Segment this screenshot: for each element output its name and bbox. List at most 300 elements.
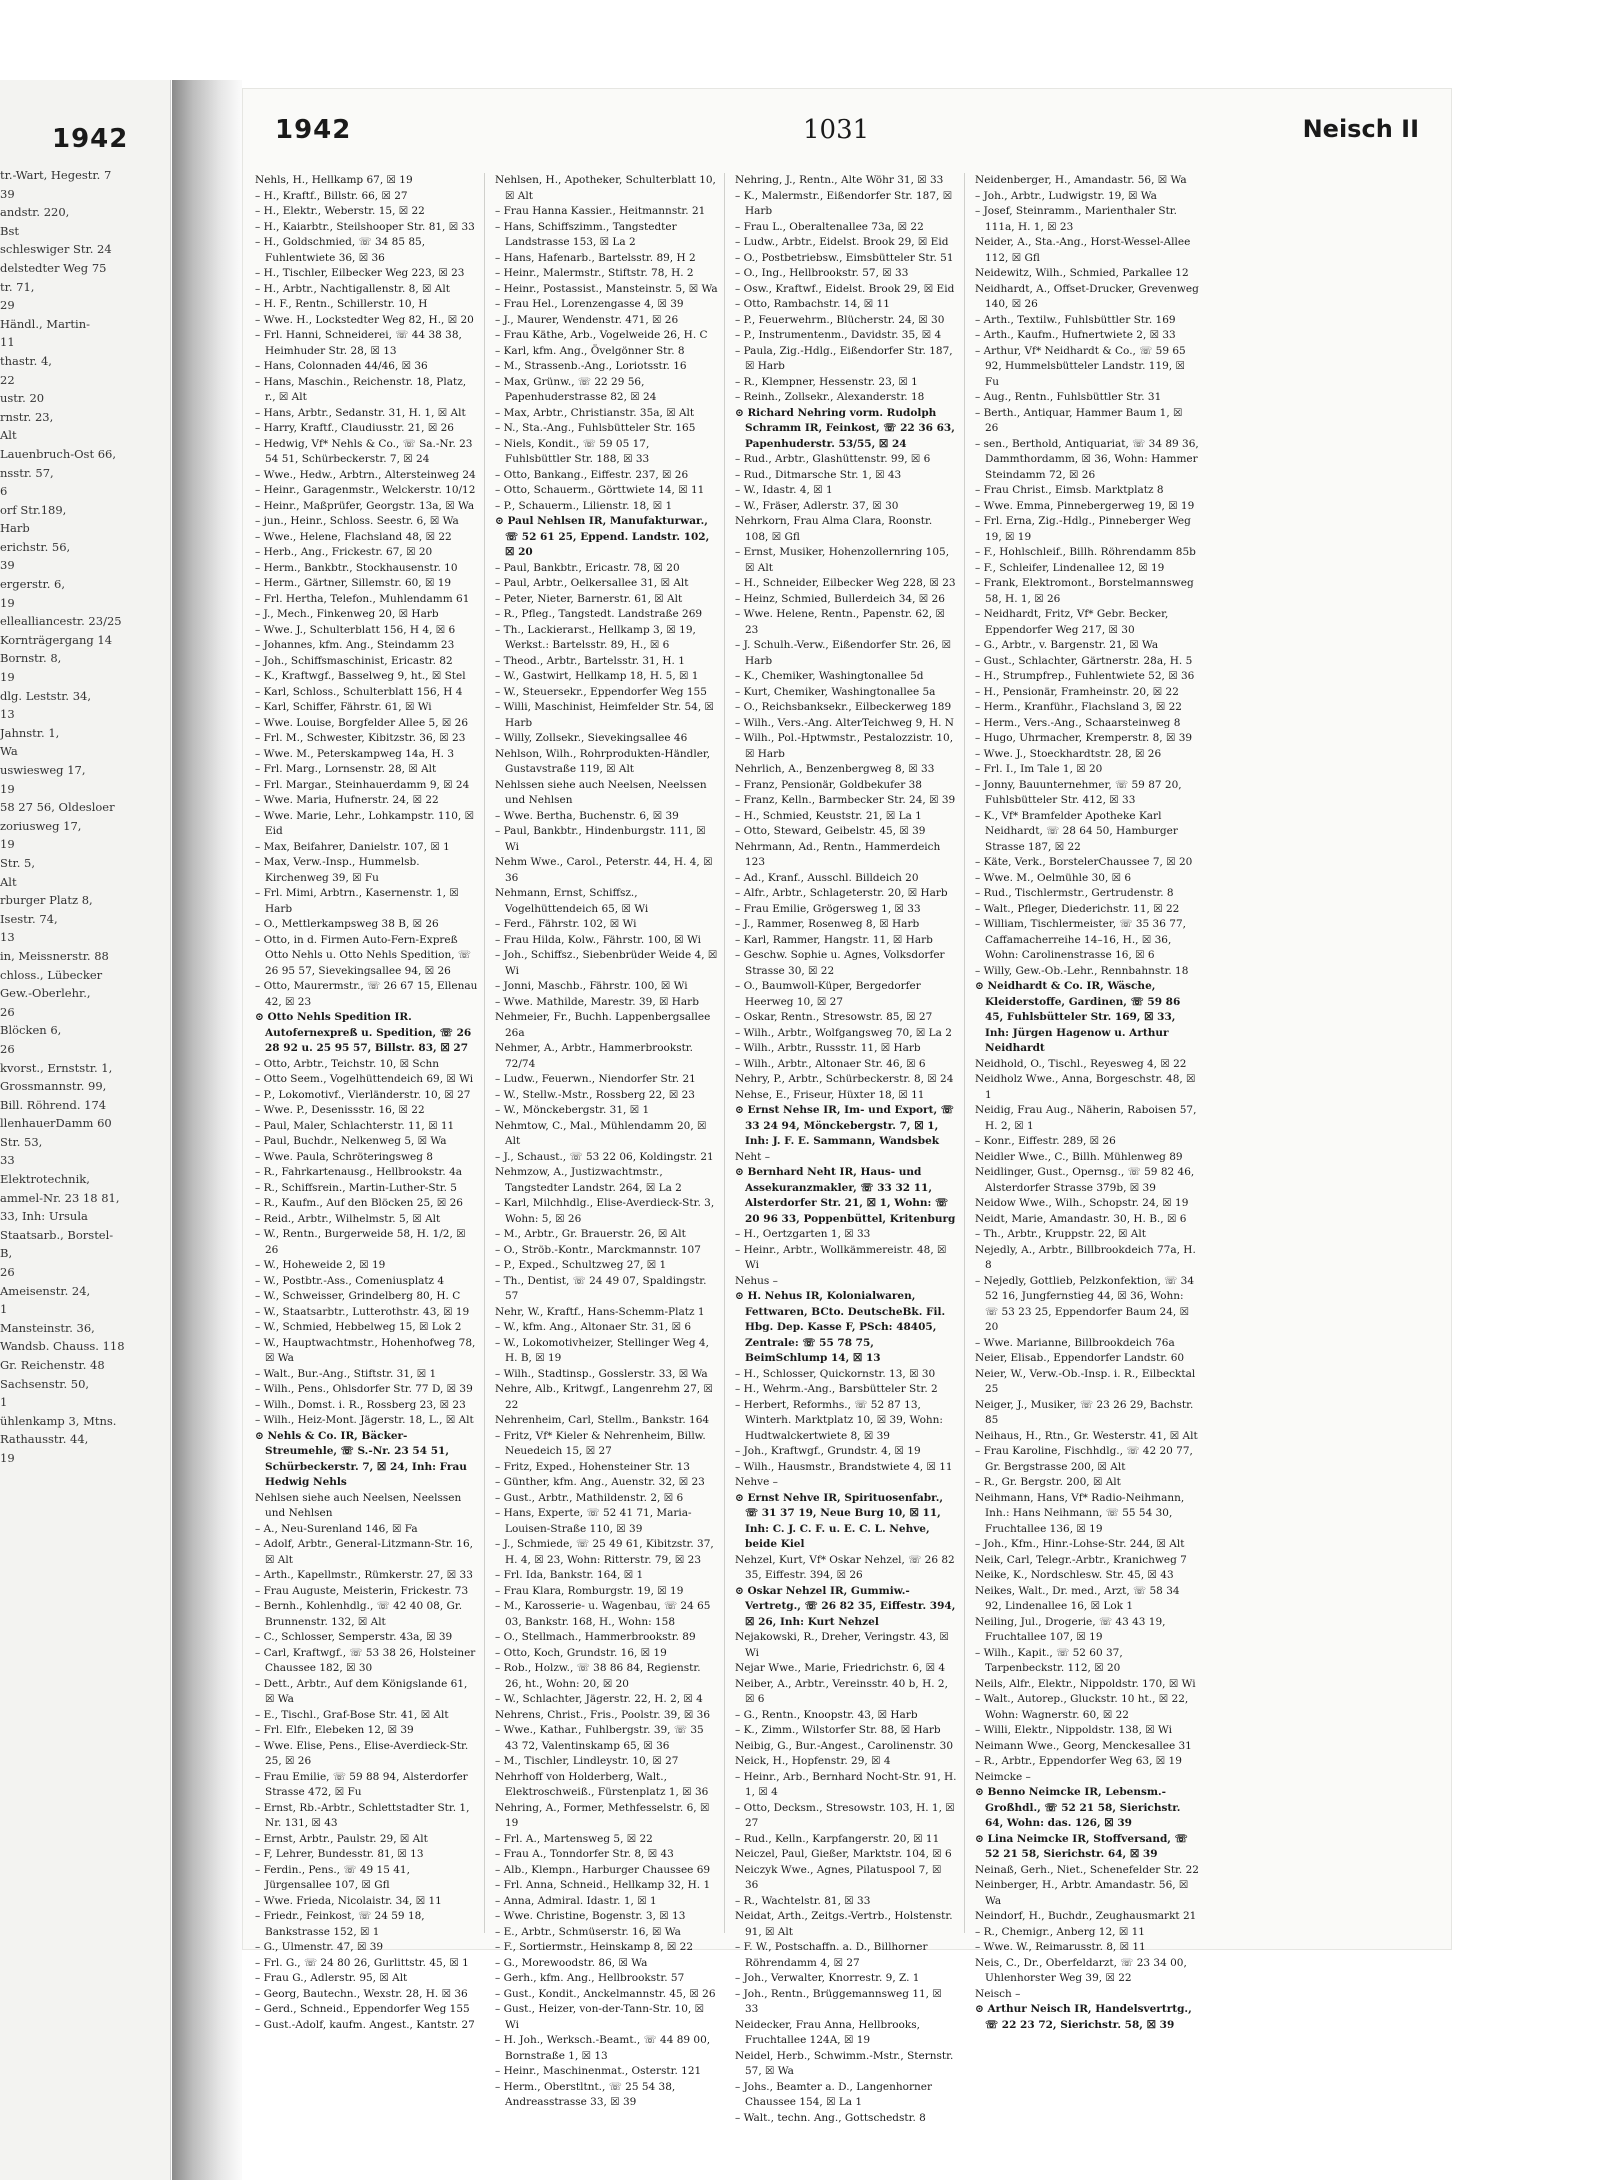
directory-entry: – Frl. Erna, Zig.-Hdlg., Pinneberger Weg 19, ☒ 19 (975, 515, 1191, 543)
directory-entry: – Ernst, Musiker, Hohenzollernring 105, ☒ Alt (735, 546, 950, 574)
directory-entry: – O., Postbetriebsw., Eimsbütteler Str. 51 (735, 251, 954, 264)
facing-page-fragments (0, 166, 168, 1468)
directory-entry: – Jonni, Maschb., Fährstr. 100, ☒ Wi (495, 980, 688, 992)
directory-entry: – Otto, Decksm., Stresowstr. 103, H. 1, ☒ 27 (735, 1801, 955, 1829)
facing-page-fragment: Wa (0, 744, 18, 759)
directory-entry: – William, Tischlermeister, ☏ 35 36 77, Caffamacherreihe 14–16, H., ☒ 36, Wohn: Carolinenstrasse 16, ☒ 6 (975, 918, 1186, 961)
directory-entry: – Wwe. Paula, Schröteringsweg 8 (255, 1150, 433, 1163)
directory-entry: – Frau L., Oberaltenallee 73a, ☒ 22 (735, 220, 924, 233)
directory-entry: ⊙ Richard Nehring vorm. Rudolph Schramm IR, Feinkost, ☏ 22 36 63, Papenhuderstr. 53/55, ☒ 24 (735, 406, 955, 450)
directory-entry: – Ernst, Arbtr., Paulstr. 29, ☒ Alt (255, 1832, 428, 1845)
directory-entry: – F, Lehrer, Bundesstr. 81, ☒ 13 (255, 1848, 424, 1860)
directory-entry: – Wwe. Frieda, Nicolaistr. 34, ☒ 11 (255, 1894, 442, 1907)
directory-entry: – Frl. A., Martensweg 5, ☒ 22 (495, 1832, 653, 1845)
directory-entry: Neikes, Walt., Dr. med., Arzt, ☏ 58 34 92, Lindenallee 16, ☒ Lok 1 (975, 1584, 1180, 1612)
directory-entry: – A., Neu-Surenland 146, ☒ Fa (255, 1522, 418, 1535)
directory-entry: Nehrkorn, Frau Alma Clara, Roonstr. 108, ☒ Gfl (735, 515, 933, 543)
directory-entry: – Friedr., Feinkost, ☏ 24 59 18, Bankstrasse 152, ☒ 1 (255, 1910, 425, 1938)
directory-entry: – W., Idastr. 4, ☒ 1 (735, 484, 833, 496)
directory-entry: – Frau A., Tonndorfer Str. 8, ☒ 43 (495, 1848, 674, 1860)
directory-entry: – Günther, kfm. Ang., Auenstr. 32, ☒ 23 (495, 1476, 705, 1488)
directory-entry: – Frl. Anna, Schneid., Hellkamp 32, H. 1 (495, 1879, 711, 1891)
facing-page-fragment: Händl., Martin- (0, 316, 91, 331)
directory-entry: – H., Arbtr., Nachtigallenstr. 8, ☒ Alt (255, 282, 450, 295)
directory-entry: – Max, Verw.-Insp., Hummelsb. Kirchenweg 39, ☒ Fu (255, 856, 420, 884)
facing-page-fragment: 39 (0, 558, 15, 573)
column-2 (495, 173, 725, 2108)
directory-entry: – F. W., Postschaffn. a. D., Billhorner Röhrendamm 4, ☒ 27 (735, 1941, 928, 1969)
directory-entry: – Heinr., Garagenmstr., Welckerstr. 10/12 (255, 484, 476, 496)
directory-entry: – Otto, Schauerm., Görttwiete 14, ☒ 11 (495, 484, 705, 496)
directory-entry: Nejakowski, R., Dreher, Veringstr. 43, ☒ Wi (735, 1631, 949, 1659)
directory-entry: Neidhold, O., Tischl., Reyesweg 4, ☒ 22 (975, 1057, 1187, 1070)
directory-entry: – Frl. Marg., Lornsenstr. 28, ☒ Alt (255, 763, 437, 775)
directory-entry: – H., Strumpfrep., Fuhlentwiete 52, ☒ 36 (975, 670, 1195, 682)
directory-entry: – Hans, Arbtr., Sedanstr. 31, H. 1, ☒ Alt (255, 406, 466, 419)
directory-entry: – Arth., Kaufm., Hufnertwiete 2, ☒ 33 (975, 329, 1176, 341)
directory-entry: – Otto, in d. Firmen Auto-Fern-Expreß Otto Nehls u. Otto Nehls Spedition, ☏ 26 95 57, Sievekingsallee 94, ☒ 26 (255, 933, 472, 977)
column-1 (255, 173, 485, 2031)
facing-page-fragment: Alt (0, 428, 17, 443)
directory-entry: Neiczel, Paul, Gießer, Marktstr. 104, ☒ 6 (735, 1848, 952, 1860)
directory-entry: – Wwe., Helene, Flachsland 48, ☒ 22 (255, 530, 452, 543)
facing-page-fragment: 33, Inh: Ursula (0, 1209, 88, 1224)
facing-page-fragment: Wandsb. Chauss. 118 (0, 1339, 125, 1354)
facing-page-fragment: Ameisenstr. 24, (0, 1283, 91, 1298)
directory-entry: – Gerh., kfm. Ang., Hellbrookstr. 57 (495, 1972, 685, 1984)
directory-entry: Neiczyk Wwe., Agnes, Pilatuspool 7, ☒ 36 (735, 1863, 942, 1891)
directory-entry: – Rud., Ditmarsche Str. 1, ☒ 43 (735, 468, 902, 481)
directory-entry: – Gust., Heizer, von-der-Tann-Str. 10, ☒ Wi (495, 2003, 704, 2031)
directory-entry: – R., Gr. Bergstr. 200, ☒ Alt (975, 1476, 1121, 1488)
directory-entry: – Osw., Kraftwf., Eidelst. Brook 29, ☒ Eid (735, 282, 955, 295)
directory-entry: Neiber, A., Arbtr., Vereinsstr. 40 b, H. 2, ☒ 6 (735, 1677, 948, 1705)
directory-entry: – W., Lokomotivheizer, Stellinger Weg 4, H. B, ☒ 19 (495, 1336, 709, 1364)
directory-entry: – Wwe., Kathar., Fuhlbergstr. 39, ☏ 35 43 72, Valentinskamp 65, ☒ 36 (495, 1724, 704, 1752)
directory-entry: – Frl. G., ☏ 24 80 26, Gurlittstr. 45, ☒ 1 (255, 1956, 469, 1969)
directory-entry: – Dett., Arbtr., Auf dem Königslande 61, ☒ Wa (255, 1677, 468, 1705)
directory-entry: – Max, Grünw., ☏ 22 29 56, Papenhuderstrasse 82, ☒ 24 (495, 375, 657, 403)
facing-page-fragment: 33 (0, 1153, 15, 1168)
directory-entry: – R., Kaufm., Auf den Blöcken 25, ☒ 26 (255, 1197, 463, 1209)
directory-entry: – Heinr., Maßprüfer, Georgstr. 13a, ☒ Wa (255, 499, 475, 512)
directory-entry: Nehus – (735, 1274, 778, 1287)
facing-page-fragment: thastr. 4, (0, 353, 52, 368)
directory-entry: – M., Karosserie- u. Wagenbau, ☏ 24 65 03, Bankstr. 168, H., Wohn: 158 (495, 1600, 711, 1628)
directory-entry: Nehmann, Ernst, Schiffsz., Vogelhüttendeich 65, ☒ Wi (495, 887, 649, 915)
directory-entry: – Frl. Mimi, Arbtrn., Kasernenstr. 1, ☒ Harb (255, 887, 459, 915)
directory-entry: – K., Malermstr., Eißendorfer Str. 187, ☒ Harb (735, 189, 953, 217)
directory-entry: – M., Tischler, Lindleystr. 10, ☒ 27 (495, 1755, 679, 1767)
directory-entry: Nehzel, Kurt, Vf* Oskar Nehzel, ☏ 26 82 35, Eiffestr. 394, ☒ 26 (735, 1553, 955, 1581)
directory-entry: Neinaß, Gerh., Niet., Schenefelder Str. 22 (975, 1863, 1199, 1876)
directory-entry: Nehre, Alb., Kritwgf., Langenrehm 27, ☒ 22 (495, 1383, 713, 1411)
directory-entry: – Hans, Schiffszimm., Tangstedter Landstrasse 153, ☒ La 2 (495, 220, 677, 248)
facing-page-fragment: llenhauerDamm 60 (0, 1116, 112, 1131)
directory-entry: – Hans, Experte, ☏ 52 41 71, Maria-Louisen-Straße 110, ☒ 39 (495, 1507, 692, 1535)
directory-entry: – Wilh., Domst. i. R., Rossberg 23, ☒ 23 (255, 1398, 466, 1411)
directory-entry: Nehring, A., Former, Methfesselstr. 6, ☒ 19 (495, 1801, 710, 1829)
directory-entry: – E., Tischl., Graf-Bose Str. 41, ☒ Alt (255, 1708, 449, 1721)
directory-entry: – W., Postbtr.-Ass., Comeniusplatz 4 (255, 1274, 445, 1287)
facing-page-fragment: Str. 53, (0, 1134, 43, 1149)
directory-entry: – Otto, Bankang., Eiffestr. 237, ☒ 26 (495, 468, 689, 481)
directory-entry: – Heinr., Arb., Bernhard Nocht-Str. 91, H. 1, ☒ 4 (735, 1770, 957, 1798)
directory-entry: – Wwe. Marie, Lehr., Lohkampstr. 110, ☒ Eid (255, 809, 474, 837)
directory-entry: Neis, C., Dr., Oberfeldarzt, ☏ 23 34 00, Uhlenhorster Weg 39, ☒ 22 (975, 1956, 1187, 1984)
facing-page-fragment: Isestr. 74, (0, 911, 58, 926)
directory-entry: – Aug., Rentn., Fuhlsbüttler Str. 31 (975, 391, 1162, 403)
directory-entry: – Neidhardt, Fritz, Vf* Gebr. Becker, Eppendorfer Weg 217, ☒ 30 (975, 608, 1169, 636)
directory-entry: – Willi, Maschinist, Heimfelder Str. 54, ☒ Harb (495, 701, 714, 729)
directory-entry: – W., Schlachter, Jägerstr. 22, H. 2, ☒ 4 (495, 1693, 703, 1705)
book-gutter (172, 80, 242, 2180)
directory-entry: – Th., Lackierarst., Hellkamp 3, ☒ 19, Werkst.: Bartelsstr. 89, H., ☒ 6 (495, 623, 696, 651)
directory-entry: – Hans, Maschin., Reichenstr. 18, Platz, r., ☒ Alt (255, 375, 467, 403)
directory-entry: Nehlsen siehe auch Neelsen, Neelssen und Nehlsen (255, 1491, 462, 1519)
facing-page-fragment: nsstr. 57, (0, 465, 54, 480)
directory-entry: – Frau Emilie, ☏ 59 88 94, Alsterdorfer Strasse 472, ☒ Fu (255, 1770, 468, 1798)
directory-entry: – Wilh., Arbtr., Altonaer Str. 46, ☒ 6 (735, 1057, 926, 1070)
directory-entry: – K., Zimm., Wilstorfer Str. 88, ☒ Harb (735, 1724, 941, 1736)
directory-entry: Neimann Wwe., Georg, Menckesallee 31 (975, 1739, 1192, 1752)
directory-entry: – Heinr., Postassist., Mansteinstr. 5, ☒ Wa (495, 282, 718, 295)
directory-entry: – Wilh., Pol.-Hptwmstr., Pestalozzistr. 10, ☒ Harb (735, 732, 954, 760)
facing-page-fragment: Elektrotechnik, (0, 1172, 90, 1187)
directory-entry: – Gust., Schlachter, Gärtnerstr. 28a, H. 5 (975, 654, 1193, 667)
directory-entry: – Berth., Antiquar, Hammer Baum 1, ☒ 26 (975, 406, 1183, 434)
directory-entry: Neidenberger, H., Amandastr. 56, ☒ Wa (975, 174, 1187, 186)
directory-entry: Neike, K., Nordschlesw. Str. 45, ☒ 43 (975, 1569, 1174, 1581)
directory-entry: – Frau Käthe, Arb., Vogelweide 26, H. C (495, 329, 708, 341)
directory-entry: – sen., Berthold, Antiquariat, ☏ 34 89 36, Dammthordamm, ☒ 36, Wohn: Hammer Steindamm 72, ☒ 26 (975, 437, 1199, 481)
facing-page-fragment: Jahnstr. 1, (0, 725, 60, 740)
directory-entry: – Max, Arbtr., Christianstr. 35a, ☒ Alt (495, 406, 695, 419)
directory-entry: – W., Mönckebergstr. 31, ☒ 1 (495, 1104, 650, 1116)
directory-entry: – P., Feuerwehrm., Blücherstr. 24, ☒ 30 (735, 313, 945, 326)
directory-entry: – Wwe. M., Oelmühle 30, ☒ 6 (975, 871, 1132, 884)
facing-page-fragment: Gew.-Oberlehr., (0, 986, 91, 1001)
facing-page-fragment: dlg. Leststr. 34, (0, 688, 92, 703)
directory-entry: – K., Vf* Bramfelder Apotheke Karl Neidhardt, ☏ 28 64 50, Hamburger Strasse 187, ☒ 22 (975, 809, 1178, 853)
directory-entry: Neidel, Herb., Schwimm.-Mstr., Sternstr. 57, ☒ Wa (735, 2049, 954, 2077)
page-number: 1031 (803, 115, 870, 145)
facing-page-fragment: Staatsarb., Borstel- (0, 1227, 114, 1242)
directory-entry: Nehmer, A., Arbtr., Hammerbrookstr. 72/74 (495, 1042, 694, 1070)
directory-entry: – Walt., Pfleger, Diederichstr. 11, ☒ 22 (975, 902, 1180, 915)
directory-entry: – Joh., Verwalter, Knorrestr. 9, Z. 1 (735, 1972, 920, 1984)
directory-entry: – Wwe. Maria, Hufnerstr. 24, ☒ 22 (255, 794, 439, 806)
directory-entry: Nehrenheim, Carl, Stellm., Bankstr. 164 (495, 1414, 710, 1426)
facing-page-fragment: 58 27 56, Oldesloer (0, 800, 115, 815)
facing-page-fragment: kvorst., Ernststr. 1, (0, 1060, 113, 1075)
directory-entry: Neidat, Arth., Zeitgs.-Vertrb., Holstenstr. 91, ☒ Alt (735, 1910, 953, 1938)
directory-entry: – H., Goldschmied, ☏ 34 85 85, Fuhlentwiete 36, ☒ 36 (255, 236, 426, 264)
directory-entry: Neihmann, Hans, Vf* Radio-Neihmann, Inh.: Hans Neihmann, ☏ 55 54 30, Fruchtallee 136, ☒ 19 (975, 1491, 1185, 1535)
directory-entry: – G., Arbtr., v. Bargenstr. 21, ☒ Wa (975, 639, 1159, 651)
facing-page-fragment: in, Meissnerstr. 88 (0, 948, 109, 963)
facing-page-fragment: 13 (0, 707, 15, 722)
facing-page-fragment: 39 (0, 186, 15, 201)
directory-entry: – R., Schiffsrein., Martin-Luther-Str. 5 (255, 1181, 457, 1194)
facing-page-fragment: 26 (0, 1265, 15, 1280)
directory-entry: – Gust., Arbtr., Mathildenstr. 2, ☒ 6 (495, 1491, 684, 1504)
directory-entry: – Otto, Koch, Grundstr. 16, ☒ 19 (495, 1646, 667, 1659)
directory-entry: Neiger, J., Musiker, ☏ 23 26 29, Bachstr. 85 (975, 1398, 1194, 1426)
directory-entry: – H., Elektr., Weberstr. 15, ☒ 22 (255, 205, 425, 217)
facing-page-fragment: 19 (0, 595, 15, 610)
directory-entry: – Rud., Arbtr., Glashüttenstr. 99, ☒ 6 (735, 453, 931, 465)
directory-entry: – Frau Hanna Kassier., Heitmannstr. 21 (495, 205, 706, 217)
directory-entry: ⊙ Benno Neimcke IR, Lebensm.-Großhdl., ☏ 52 21 58, Sierichstr. 64, Wohn: das. 126, ☒ 39 (975, 1786, 1181, 1829)
directory-entry: – Heinz, Schmied, Bullerdeich 34, ☒ 26 (735, 592, 945, 605)
directory-entry: – Otto Seem., Vogelhüttendeich 69, ☒ Wi (255, 1073, 474, 1085)
directory-entry: – Wilh., Stadtinsp., Gosslerstr. 33, ☒ Wa (495, 1367, 708, 1380)
directory-entry: – R., Klempner, Hessenstr. 23, ☒ 1 (735, 375, 918, 388)
facing-page-fragment: 1 (0, 1302, 8, 1317)
directory-entry: – J., Rammer, Rosenweg 8, ☒ Harb (735, 918, 920, 930)
facing-page-fragment: ustr. 20 (0, 391, 45, 406)
directory-entry: Neimcke – (975, 1770, 1031, 1783)
directory-entry: – F., Sortiermstr., Heinskamp 8, ☒ 22 (495, 1941, 694, 1953)
facing-page-fragment: schleswiger Str. 24 (0, 242, 112, 257)
directory-entry: – Nejedly, Gottlieb, Pelzkonfektion, ☏ 34 52 16, Jungfernstieg 44, ☒ 36, Wohn: ☏ 53 23 25, Eppendorfer Baum 24, ☒ 20 (975, 1274, 1194, 1333)
directory-entry: – Franz, Kelln., Barmbecker Str. 24, ☒ 39 (735, 794, 956, 806)
directory-entry: – H., Wehrm.-Ang., Barsbütteler Str. 2 (735, 1383, 938, 1395)
directory-entry: – Heinr., Malermstr., Stiftstr. 78, H. 2 (495, 267, 694, 279)
directory-entry: – Frl. Elfr., Elebeken 12, ☒ 39 (255, 1724, 414, 1736)
directory-entry: – R., Chemigr., Anberg 12, ☒ 11 (975, 1925, 1145, 1938)
directory-entry: – Rob., Holzw., ☏ 38 86 84, Regienstr. 26, ht., Wohn: 20, ☒ 20 (495, 1662, 701, 1690)
directory-entry: – O., Stellmach., Hammerbrookstr. 89 (495, 1631, 696, 1643)
directory-entry: – Hedwig, Vf* Nehls & Co., ☏ Sa.-Nr. 23 54 51, Schürbeckerstr. 7, ☒ 24 (255, 437, 473, 465)
directory-entry: – Hans, Hafenarb., Bartelsstr. 89, H 2 (495, 251, 696, 264)
directory-entry: – Johannes, kfm. Ang., Steindamm 23 (255, 639, 455, 651)
directory-entry: Nehrens, Christ., Fris., Poolstr. 39, ☒ 36 (495, 1708, 711, 1721)
facing-page-fragment: 11 (0, 335, 15, 350)
facing-page-fragment: Bornstr. 8, (0, 651, 62, 666)
directory-entry: – Paula, Zig.-Hdlg., Eißendorfer Str. 187, ☒ Harb (735, 344, 953, 372)
directory-entry: – W., Steuersekr., Eppendorfer Weg 155 (495, 685, 707, 698)
directory-entry: – Gerd., Schneid., Eppendorfer Weg 155 (255, 2003, 470, 2015)
facing-page-fragment: Blöcken 6, (0, 1023, 62, 1038)
directory-entry: – O., Baumwoll-Küper, Bergedorfer Heerweg 10, ☒ 27 (735, 980, 921, 1008)
facing-page-fragment: orf Str.189, (0, 502, 67, 517)
directory-entry: – Franz, Pensionär, Goldbekufer 38 (735, 778, 922, 791)
directory-entry: – Frl. Margar., Steinhauerdamm 9, ☒ 24 (255, 778, 470, 791)
directory-entry: – Frau Karoline, Fischhdlg., ☏ 42 20 77, Gr. Bergstrasse 200, ☒ Alt (975, 1445, 1193, 1473)
facing-page-fragment: tr. 71, (0, 279, 35, 294)
facing-page-fragment: Rathausstr. 44, (0, 1432, 89, 1447)
directory-entry: – Willy, Zollsekr., Sievekingsallee 46 (495, 732, 688, 744)
directory-entry: – Reinh., Zollsekr., Alexanderstr. 18 (735, 391, 925, 403)
directory-entry: – Paul, Bankbtr., Ericastr. 78, ☒ 20 (495, 561, 680, 574)
directory-entry: Nehrlich, A., Benzenbergweg 8, ☒ 33 (735, 763, 935, 775)
directory-entry: – Otto, Steward, Geibelstr. 45, ☒ 39 (735, 825, 926, 837)
directory-entry: – Wwe. Helene, Rentn., Papenstr. 62, ☒ 23 (735, 608, 945, 636)
directory-page (242, 88, 1452, 2124)
directory-entry: Nehls, H., Hellkamp 67, ☒ 19 (255, 174, 413, 186)
directory-entry: – Herm., Oberstltnt., ☏ 25 54 38, Andreasstrasse 33, ☒ 39 (495, 2080, 676, 2108)
facing-page-year: 1942 (52, 124, 129, 154)
directory-entry: Nehmeier, Fr., Buchh. Lappenbergsallee 26a (495, 1011, 711, 1039)
directory-entry: – Alfr., Arbtr., Schlageterstr. 20, ☒ Harb (735, 887, 948, 899)
directory-entry: – Heinr., Arbtr., Wollkämmereistr. 48, ☒ Wi (735, 1243, 947, 1271)
directory-entry: – Max, Beifahrer, Danielstr. 107, ☒ 1 (255, 840, 450, 853)
directory-entry: – P., Instrumentenm., Davidstr. 35, ☒ 4 (735, 329, 942, 341)
directory-entry: Neidholz Wwe., Anna, Borgeschstr. 48, ☒ 1 (975, 1073, 1196, 1101)
facing-page-fragment: Alt (0, 874, 17, 889)
directory-entry: – Rud., Tischlermstr., Gertrudenstr. 8 (975, 887, 1174, 899)
directory-entry: – Rud., Kelln., Karpfangerstr. 20, ☒ 11 (735, 1832, 940, 1845)
directory-entry: – Gust.-Adolf, kaufm. Angest., Kantstr. 27 (255, 2018, 475, 2031)
directory-entry: Neidewitz, Wilh., Schmied, Parkallee 12 (975, 267, 1189, 279)
directory-entry: – E., Arbtr., Schmüserstr. 16, ☒ Wa (495, 1925, 681, 1938)
directory-entry: – Konr., Eiffestr. 289, ☒ 26 (975, 1135, 1116, 1147)
directory-entry: – J., Schmiede, ☏ 25 49 61, Kibitzstr. 37, H. 4, ☒ 23, Wohn: Ritterstr. 79, ☒ 23 (495, 1538, 714, 1566)
directory-entry: Neibig, G., Bur.-Angest., Carolinenstr. 30 (735, 1739, 953, 1752)
directory-entry: – Peter, Nieter, Barnerstr. 61, ☒ Alt (495, 592, 683, 605)
directory-entry: – Wwe. P., Desenissstr. 16, ☒ 22 (255, 1104, 425, 1116)
directory-entry: – Frau Christ., Eimsb. Marktplatz 8 (975, 484, 1164, 496)
directory-entry: ⊙ Bernhard Neht IR, Haus- und Assekuranzmakler, ☏ 33 32 11, Alsterdorfer Str. 21, ☒ 1, Wohn: ☏ 20 96 33, Poppenbüttel, Kritenburg (735, 1166, 956, 1225)
directory-entry: – Frau Klara, Romburgstr. 19, ☒ 19 (495, 1584, 684, 1597)
facing-page-fragment: 13 (0, 930, 15, 945)
facing-page-fragment: 1 (0, 1395, 8, 1410)
directory-entry: – Wwe. Elise, Pens., Elise-Averdieck-Str. 25, ☒ 26 (255, 1739, 469, 1767)
directory-entry: – R., Arbtr., Eppendorfer Weg 63, ☒ 19 (975, 1755, 1182, 1767)
facing-page-edge (0, 80, 171, 2180)
directory-entry: – Fritz, Vf* Kieler & Nehrenheim, Billw. Neuedeich 15, ☒ 27 (495, 1429, 706, 1457)
directory-entry: – Herb., Ang., Frickestr. 67, ☒ 20 (255, 546, 433, 558)
directory-entry: – Wwe. M., Peterskampweg 14a, H. 3 (255, 747, 455, 760)
directory-entry: – Gust., Kondit., Anckelmannstr. 45, ☒ 26 (495, 1987, 716, 2000)
facing-page-fragment: Str. 5, (0, 855, 36, 870)
directory-entry: Nehse, E., Friseur, Hüxter 18, ☒ 11 (735, 1088, 925, 1101)
directory-entry: – Alb., Klempn., Harburger Chaussee 69 (495, 1863, 711, 1876)
directory-entry: – Walt., Autorep., Gluckstr. 10 ht., ☒ 22, Wohn: Wagnerstr. 60, ☒ 22 (975, 1693, 1189, 1721)
directory-entry: – C., Schlosser, Semperstr. 43a, ☒ 39 (255, 1631, 453, 1643)
facing-page-fragment: ellealliancestr. 23/25 (0, 614, 122, 629)
directory-entry: – Ernst, Rb.-Arbtr., Schlettstadter Str. 1, Nr. 131, ☒ 43 (255, 1801, 470, 1829)
directory-entry: – Ferdin., Pens., ☏ 49 15 41, Jürgensallee 107, ☒ Gfl (255, 1863, 410, 1891)
directory-entry: – W., Gastwirt, Hellkamp 18, H. 5, ☒ 1 (495, 670, 699, 682)
directory-entry: – Joh., Arbtr., Ludwigstr. 19, ☒ Wa (975, 189, 1157, 202)
directory-entry: ⊙ Arthur Neisch IR, Handelsvertrtg., ☏ 22 23 72, Sierichstr. 58, ☒ 39 (975, 2003, 1192, 2031)
directory-entry: – J., Schaust., ☏ 53 22 06, Koldingstr. 21 (495, 1150, 714, 1163)
directory-entry: Neider, A., Sta.-Ang., Horst-Wessel-Allee 112, ☒ Gfl (975, 236, 1191, 264)
directory-entry: Neiling, Jul., Drogerie, ☏ 43 43 19, Fruchtallee 107, ☒ 19 (975, 1615, 1166, 1643)
directory-entry: – Wwe. Louise, Borgfelder Allee 5, ☒ 26 (255, 716, 469, 729)
facing-page-fragment: Kornträgergang 14 (0, 632, 113, 647)
directory-entry: – Kurt, Chemiker, Washingtonallee 5a (735, 685, 936, 698)
directory-entry: – Harry, Kraftf., Claudiusstr. 21, ☒ 26 (255, 422, 454, 434)
directory-entry: Nehm Wwe., Carol., Peterstr. 44, H. 4, ☒ 36 (495, 856, 713, 884)
directory-entry: Neier, W., Verw.-Ob.-Insp. i. R., Eilbecktal 25 (975, 1367, 1196, 1395)
directory-entry: – Otto, Arbtr., Teichstr. 10, ☒ Schn (255, 1057, 439, 1070)
directory-entry: – Joh., Schiffsz., Siebenbrüder Weide 4, ☒ Wi (495, 949, 718, 977)
directory-entry: – Walt., Bur.-Ang., Stiftstr. 31, ☒ 1 (255, 1367, 437, 1380)
directory-entry: – Willy, Gew.-Ob.-Lehr., Rennbahnstr. 18 (975, 964, 1189, 977)
directory-entry: Nehlssen siehe auch Neelsen, Neelssen und Nehlsen (495, 778, 707, 806)
facing-page-fragment: 19 (0, 837, 15, 852)
directory-entry: – Joh., Rentn., Brüggemannsweg 11, ☒ 33 (735, 1987, 942, 2015)
directory-entry: – Herm., Gärtner, Sillemstr. 60, ☒ 19 (255, 577, 452, 589)
directory-entry: – Frl. M., Schwester, Kibitzstr. 36, ☒ 23 (255, 732, 466, 744)
directory-entry: ⊙ Neidhardt & Co. IR, Wäsche, Kleiderstoffe, Gardinen, ☏ 59 86 45, Fuhlsbütteler Str. 169, ☒ 33, Inh: Jürgen Hagenow u. Arthur Neidhardt (975, 980, 1181, 1054)
directory-entry: – Wwe. J., Stoeckhardtstr. 28, ☒ 26 (975, 747, 1162, 760)
directory-entry: – H., Schmied, Keuststr. 21, ☒ La 1 (735, 809, 922, 822)
directory-entry: – G., Rentn., Knoopstr. 43, ☒ Harb (735, 1708, 918, 1721)
page-header (243, 89, 1451, 145)
directory-entry: – Wilh., Arbtr., Wolfgangsweg 70, ☒ La 2 (735, 1026, 952, 1039)
directory-entry: – Wwe. Marianne, Billbrookdeich 76a (975, 1336, 1175, 1349)
directory-entry: – J. Schulh.-Verw., Eißendorfer Str. 26, ☒ Harb (735, 639, 952, 667)
directory-entry: – Frau Hel., Lorenzengasse 4, ☒ 39 (495, 298, 684, 310)
directory-entry: – H., Pensionär, Framheinstr. 20, ☒ 22 (975, 685, 1179, 698)
facing-page-fragment: 6 (0, 484, 8, 499)
directory-entry: – Heinr., Maschinenmat., Osterstr. 121 (495, 2065, 702, 2077)
directory-entry: ⊙ Oskar Nehzel IR, Gummiw.-Vertretg., ☏ 26 82 35, Eiffestr. 394, ☒ 26, Inh: Kurt Nehzel (735, 1584, 956, 1628)
directory-entry: Neidler Wwe., C., Billh. Mühlenweg 89 (975, 1150, 1183, 1163)
directory-entry: – W., Hoheweide 2, ☒ 19 (255, 1259, 386, 1271)
directory-entry: – Wilh., Hausmstr., Brandstwiete 4, ☒ 11 (735, 1460, 953, 1473)
facing-page-fragment: Harb (0, 521, 30, 536)
directory-entry: – Theod., Arbtr., Bartelsstr. 31, H. 1 (495, 654, 685, 667)
facing-page-fragment: B, (0, 1246, 13, 1261)
directory-entry: Neidt, Marie, Amandastr. 30, H. B., ☒ 6 (975, 1212, 1187, 1225)
directory-entry: – Th., Dentist, ☏ 24 49 07, Spaldingstr. 57 (495, 1274, 707, 1302)
directory-entry: – Joh., Schiffsmaschinist, Ericastr. 82 (255, 654, 453, 667)
directory-entry: – F., Schleifer, Lindenallee 12, ☒ 19 (975, 561, 1165, 574)
facing-page-fragment: Mansteinstr. 36, (0, 1320, 95, 1335)
directory-entry: – O., Mettlerkampsweg 38 B, ☒ 26 (255, 918, 439, 930)
directory-entry: – Frl. Hertha, Telefon., Muhlendamm 61 (255, 592, 470, 605)
directory-entry: – Jonny, Bauunternehmer, ☏ 59 87 20, Fuhlsbütteler Str. 412, ☒ 33 (975, 778, 1182, 806)
directory-entry: – Wwe. Bertha, Buchenstr. 6, ☒ 39 (495, 809, 679, 822)
directory-entry: – W., kfm. Ang., Altonaer Str. 31, ☒ 6 (495, 1321, 692, 1333)
facing-page-fragment: Lauenbruch-Ost 66, (0, 446, 117, 461)
directory-entry: Neidecker, Frau Anna, Hellbrooks, Fruchtallee 124A, ☒ 19 (735, 2018, 920, 2046)
directory-entry: Nejar Wwe., Marie, Friedrichstr. 6, ☒ 4 (735, 1662, 946, 1674)
directory-entry: Neihaus, H., Rtn., Gr. Westerstr. 41, ☒ Alt (975, 1429, 1198, 1442)
directory-entry: ⊙ Lina Neimcke IR, Stoffversand, ☏ 52 21 58, Sierichstr. 64, ☒ 39 (975, 1832, 1188, 1860)
directory-entry: – Willi, Elektr., Nippoldstr. 138, ☒ Wi (975, 1724, 1172, 1736)
directory-entry: – Frl. I., Im Tale 1, ☒ 20 (975, 763, 1103, 775)
directory-entry: Neidhardt, A., Offset-Drucker, Grevenweg 140, ☒ 26 (975, 282, 1199, 310)
directory-entry: – Reid., Arbtr., Wilhelmstr. 5, ☒ Alt (255, 1212, 441, 1225)
directory-entry: – Oskar, Rentn., Stresowstr. 85, ☒ 27 (735, 1011, 933, 1023)
directory-entry: Nehmzow, A., Justizwachtmstr., Tangstedter Landstr. 264, ☒ La 2 (495, 1166, 682, 1194)
directory-entry: Neidlinger, Gust., Opernsg., ☏ 59 82 46, Alsterdorfer Strasse 379b, ☒ 39 (975, 1166, 1195, 1194)
directory-entry: – O., Ing., Hellbrookstr. 57, ☒ 33 (735, 267, 909, 279)
directory-entry: – Wilh., Kapit., ☏ 52 60 37, Tarpenbeckstr. 112, ☒ 20 (975, 1646, 1123, 1674)
facing-page-fragment: rburger Platz 8, (0, 893, 93, 908)
directory-entry: – Frau Hilda, Kolw., Fährstr. 100, ☒ Wi (495, 933, 701, 946)
directory-entry: – Frau G., Adlerstr. 95, ☒ Alt (255, 1972, 408, 1984)
directory-entry: – Johs., Beamter a. D., Langenhorner Chaussee 154, ☒ La 1 (735, 2080, 933, 2108)
directory-entry: – Wwe. H., Lockstedter Weg 82, H., ☒ 20 (255, 313, 474, 326)
directory-entry: Neils, Alfr., Elektr., Nippoldstr. 170, ☒ Wi (975, 1677, 1196, 1690)
directory-entry: ⊙ H. Nehus IR, Kolonialwaren, Fettwaren, BCto. DeutscheBk. Fil. Hbg. Dep. Kasse F, PSch: 48405, Zentrale: ☏ 55 78 75, BeimSchlump 14, ☒ 13 (735, 1290, 946, 1364)
directory-entry: – R., Wachtelstr. 81, ☒ 33 (735, 1894, 871, 1907)
directory-entry: – W., Schmied, Hebbelweg 15, ☒ Lok 2 (255, 1321, 462, 1333)
directory-entry: ⊙ Ernst Nehse IR, Im- und Export, ☏ 33 24 94, Mönckebergstr. 7, ☒ 1, Inh: J. F. E. Sammann, Wandsbek (735, 1104, 954, 1147)
directory-entry: – P., Schauerm., Lilienstr. 18, ☒ 1 (495, 499, 673, 512)
directory-entry: – H., Tischler, Eilbecker Weg 223, ☒ 23 (255, 267, 465, 279)
directory-entry: – Georg, Bautechn., Wexstr. 28, H. ☒ 36 (255, 1987, 468, 2000)
directory-entry: Nehring, J., Rentn., Alte Wöhr 31, ☒ 33 (735, 174, 944, 186)
